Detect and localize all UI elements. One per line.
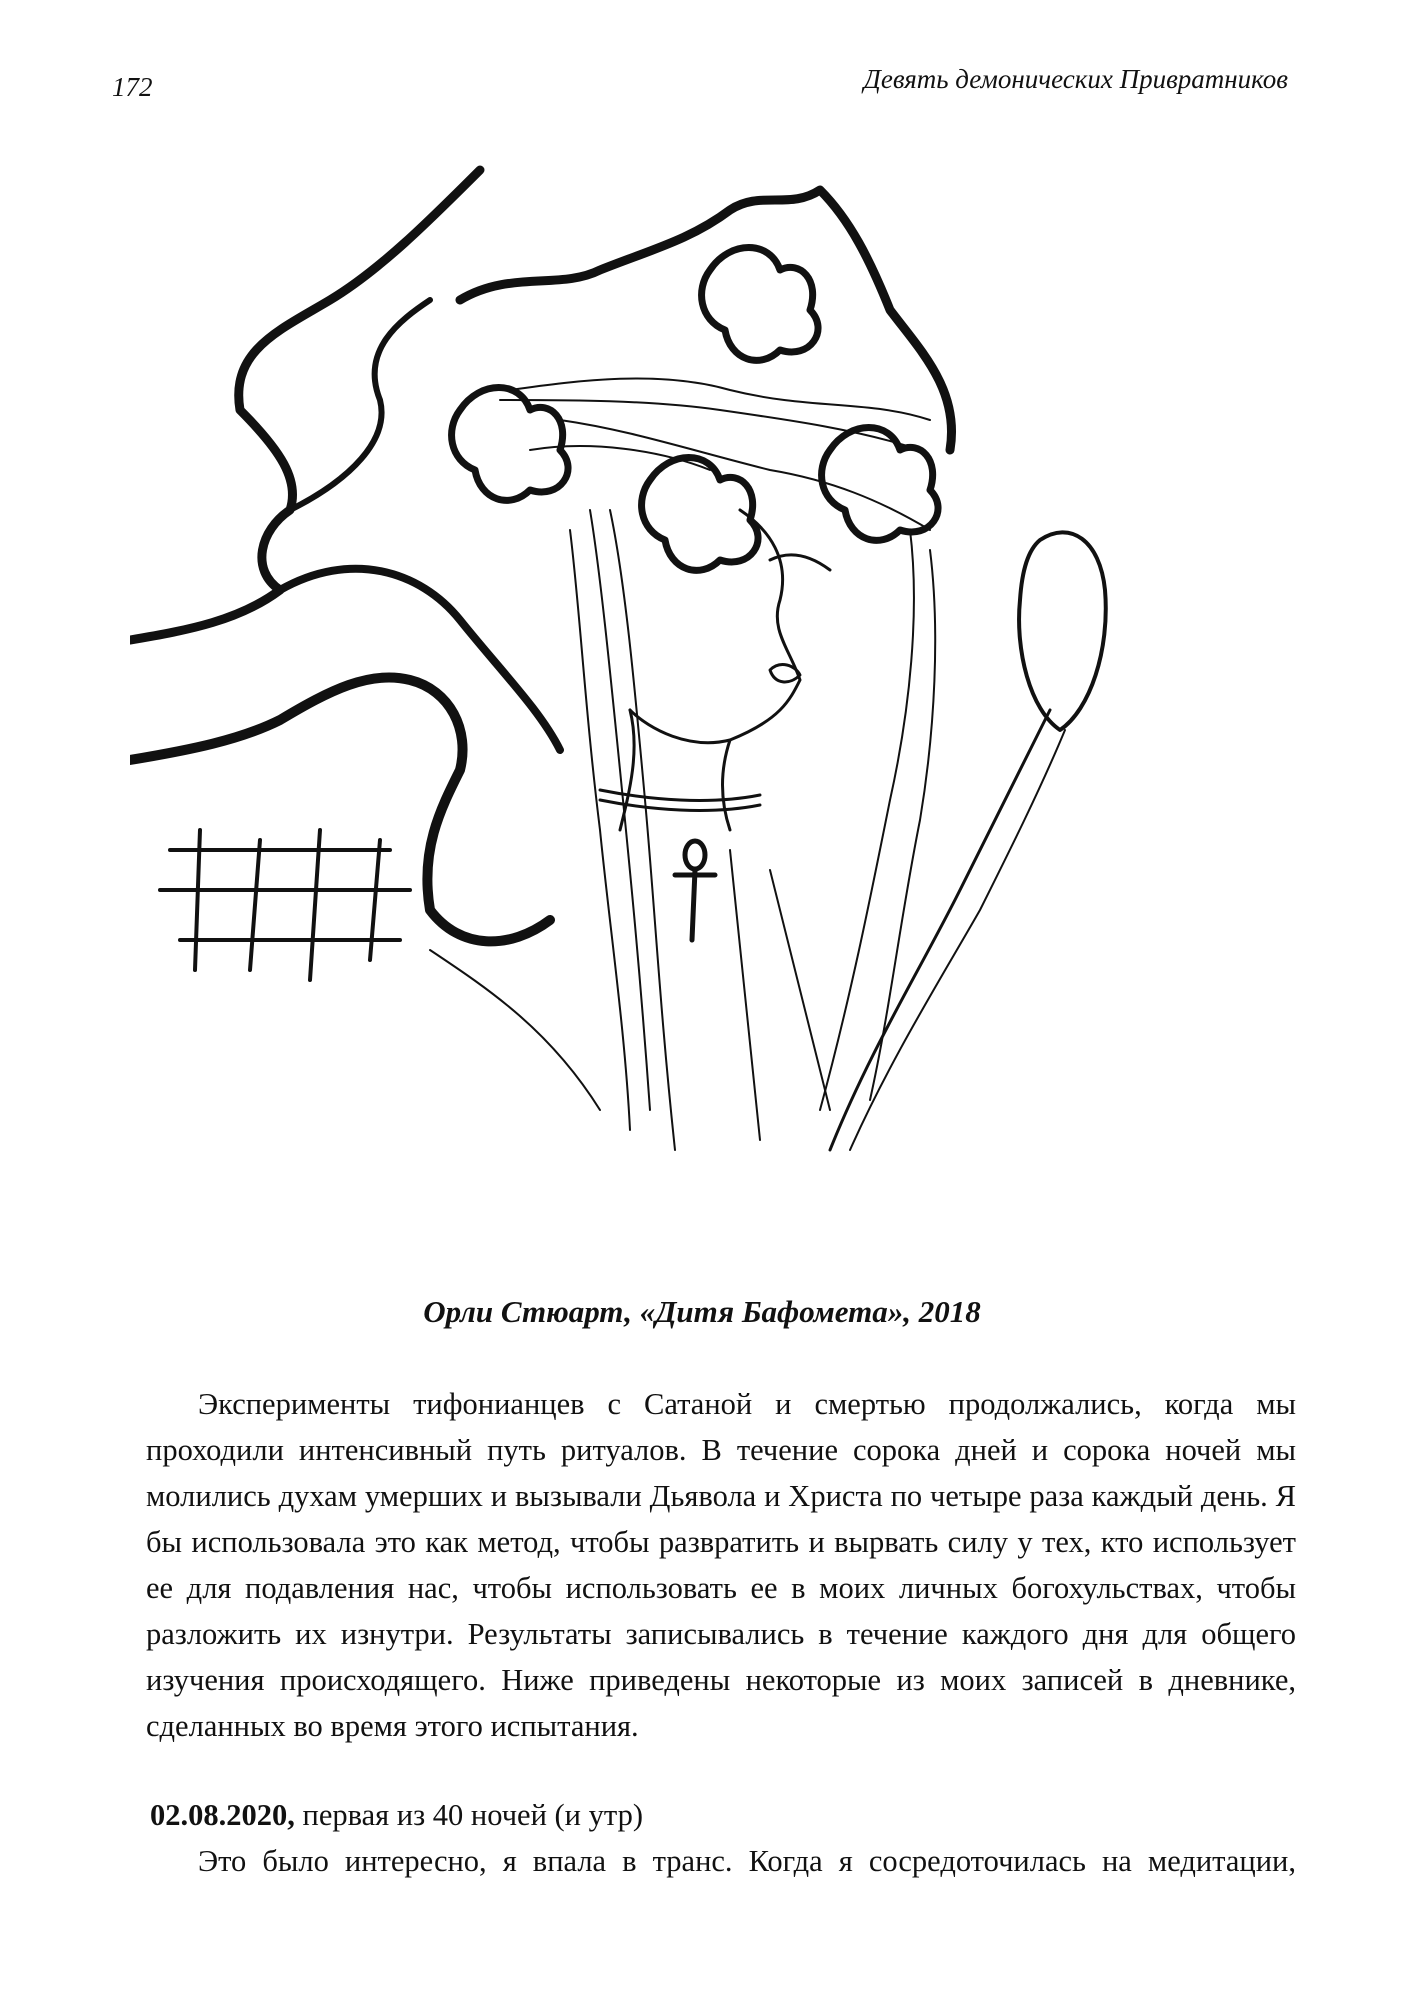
main-paragraph — [146, 1381, 1296, 1749]
left-figure-outline — [130, 170, 480, 640]
running-title: Девять демонических Привратников — [863, 64, 1288, 94]
figure-caption: Орли Стюарт, «Дитя Бафомета», 2018 — [423, 1294, 981, 1329]
crown-blossom-top — [702, 248, 818, 361]
right-arm-inner — [850, 730, 1065, 1150]
ankh-pendant — [675, 841, 715, 940]
neck-outline — [620, 710, 730, 830]
entry-date: 02.08.2020, — [150, 1798, 295, 1832]
left-figure-arm — [130, 677, 550, 941]
entry-first-line: Это было интересно, я впала в транс. Когда я сосредоточилась на медитации, — [198, 1844, 1296, 1878]
left-figure-shoulder — [280, 569, 560, 750]
ink-illustration — [130, 150, 1295, 1265]
left-figure-back — [290, 300, 430, 510]
diary-entry-heading — [150, 1792, 643, 1838]
hair-strands — [500, 378, 935, 1150]
page-number: 172 — [112, 72, 153, 102]
artwork-drawing — [130, 150, 1295, 1265]
robe-lines — [430, 850, 830, 1140]
crown-blossom-left — [452, 388, 568, 501]
raised-hand-orb — [1019, 532, 1106, 730]
face-profile — [630, 510, 800, 743]
crown-blossom-mid — [642, 458, 758, 571]
paragraph-1: Эксперименты тифонианцев с Сатаной и смертью продолжались, когда мы проходили интенсивный путь ритуалов. В течение сорока дней и сорока ночей мы молились духам умерших и вызывали Дьявола и Христа по четыре раза каждый день. Я бы использовала это как метод, чтобы развратить и вырвать силу у тех, кто использует ее для подавления нас, чтобы использовать ее в моих личных богохульствах, чтобы разложить их изнутри. Результаты записывались в течение каждого дня для общего изучения происходящего. Ниже приведены некоторые из моих записей в дневнике, сделанных во время этого испытания. — [146, 1387, 1296, 1743]
entry-subtitle: первая из 40 ночей (и утр) — [302, 1798, 643, 1832]
grid-sigil — [160, 830, 410, 980]
